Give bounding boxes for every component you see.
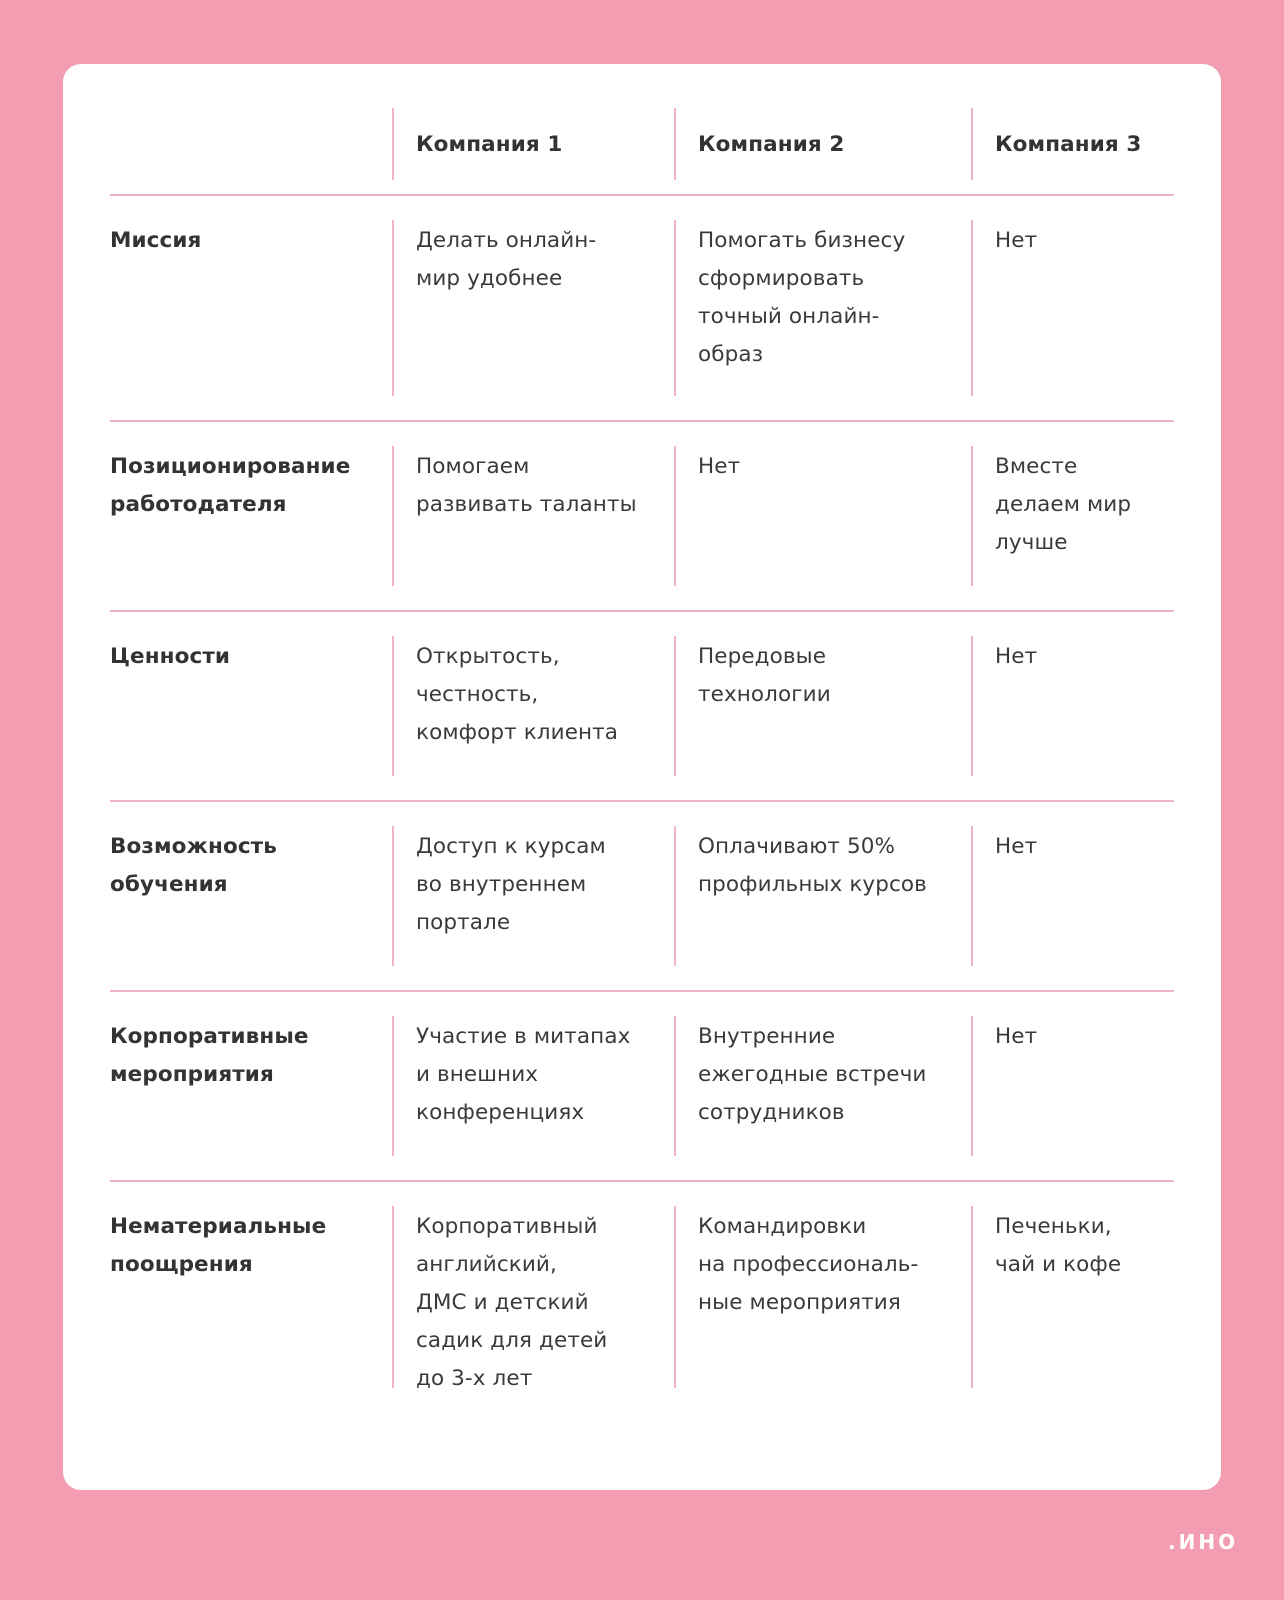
text-line: Нематериальные [110, 1214, 327, 1239]
text-line: Вместе [995, 454, 1078, 479]
text-line: Нет [995, 228, 1038, 253]
column-divider [971, 636, 973, 776]
row-label [110, 828, 384, 904]
text-line: чай и кофе [995, 1252, 1122, 1277]
column-divider [674, 1016, 676, 1156]
company-1-value [416, 448, 666, 524]
text-line: конференциях [416, 1100, 585, 1125]
text-line: Доступ к курсам [416, 834, 606, 859]
header-cell-company-3 [971, 108, 1174, 194]
column-divider [392, 636, 394, 776]
table-row [110, 992, 1174, 1180]
company-3-value-cell [971, 992, 1174, 1180]
company-1-value [416, 1208, 666, 1398]
text-line: Корпоративный [416, 1214, 598, 1239]
company-1-value-cell [392, 802, 674, 990]
text-line: работодателя [110, 492, 287, 517]
text-line: Позиционирование [110, 454, 351, 479]
table-header-row [110, 108, 1174, 194]
text-line: мероприятия [110, 1062, 274, 1087]
row-label-cell [110, 802, 392, 990]
text-line: Командировки [698, 1214, 867, 1239]
text-line: лучше [995, 530, 1068, 555]
company-2-value-cell [674, 196, 971, 420]
company-3-value-cell [971, 612, 1174, 800]
text-line: английский, [416, 1252, 557, 1277]
text-line: развивать таланты [416, 492, 637, 517]
text-line: комфорт клиента [416, 720, 619, 745]
column-divider [971, 220, 973, 396]
text-line: на профессиональ- [698, 1252, 919, 1277]
company-3-value [995, 1018, 1166, 1056]
column-divider [392, 446, 394, 586]
text-line: Печеньки, [995, 1214, 1112, 1239]
table-row [110, 802, 1174, 990]
text-line: Миссия [110, 228, 202, 253]
column-divider [971, 108, 973, 180]
text-line: поощрения [110, 1252, 253, 1277]
column-divider [392, 108, 394, 180]
row-label [110, 1208, 384, 1284]
text-line: ные мероприятия [698, 1290, 901, 1315]
company-3-value [995, 828, 1166, 866]
column-header: Компания 3 [995, 132, 1142, 157]
column-divider [674, 108, 676, 180]
company-1-value [416, 828, 666, 942]
text-line: Нет [698, 454, 741, 479]
text-line: Делать онлайн- [416, 228, 597, 253]
company-2-value [698, 1208, 963, 1322]
text-line: сотрудников [698, 1100, 845, 1125]
text-line: Нет [995, 834, 1038, 859]
company-2-value-cell [674, 992, 971, 1180]
column-header: Компания 2 [698, 132, 845, 157]
text-line: Передовые [698, 644, 827, 669]
company-2-value [698, 828, 963, 904]
header-cell-empty [110, 108, 392, 194]
table-row [110, 196, 1174, 420]
text-line: Помогаем [416, 454, 530, 479]
row-label-cell [110, 422, 392, 610]
text-line: Возможность [110, 834, 277, 859]
text-line: Нет [995, 644, 1038, 669]
row-label-cell [110, 612, 392, 800]
company-1-value-cell [392, 422, 674, 610]
text-line: мир удобнее [416, 266, 563, 291]
text-line: садик для детей [416, 1328, 608, 1353]
row-label [110, 448, 384, 524]
text-line: ежегодные встречи [698, 1062, 927, 1087]
column-divider [674, 1206, 676, 1388]
company-1-value-cell [392, 612, 674, 800]
row-label [110, 1018, 384, 1094]
company-3-value-cell [971, 1182, 1174, 1412]
header-cell-company-1 [392, 108, 674, 194]
column-divider [392, 220, 394, 396]
company-1-value-cell [392, 196, 674, 420]
column-divider [971, 1206, 973, 1388]
text-line: во внутреннем [416, 872, 587, 897]
text-line: Внутренние [698, 1024, 836, 1049]
column-divider [971, 446, 973, 586]
row-label-cell [110, 1182, 392, 1412]
text-line: сформировать [698, 266, 865, 291]
text-line: образ [698, 342, 764, 367]
company-3-value [995, 448, 1166, 562]
table-body [110, 194, 1174, 1412]
text-line: Участие в митапах [416, 1024, 631, 1049]
text-line: делаем мир [995, 492, 1132, 517]
text-line: Нет [995, 1024, 1038, 1049]
company-2-value-cell [674, 802, 971, 990]
column-divider [674, 636, 676, 776]
company-1-value [416, 638, 666, 752]
company-2-value [698, 638, 963, 714]
brand-logo: .ИНО [1168, 1530, 1239, 1554]
company-3-value-cell [971, 422, 1174, 610]
text-line: честность, [416, 682, 539, 707]
table-row [110, 422, 1174, 610]
text-line: обучения [110, 872, 228, 897]
comparison-card [63, 64, 1221, 1490]
table-row [110, 1182, 1174, 1412]
text-line: Корпоративные [110, 1024, 309, 1049]
column-divider [674, 446, 676, 586]
text-line: профильных курсов [698, 872, 927, 897]
row-label-cell [110, 196, 392, 420]
text-line: Помогать бизнесу [698, 228, 906, 253]
text-line: ДМС и детский [416, 1290, 589, 1315]
column-header: Компания 1 [416, 132, 563, 157]
company-1-value [416, 1018, 666, 1132]
company-1-value-cell [392, 992, 674, 1180]
company-3-value-cell [971, 802, 1174, 990]
column-divider [674, 826, 676, 966]
company-3-value-cell [971, 196, 1174, 420]
column-divider [392, 1016, 394, 1156]
text-line: Открытость, [416, 644, 560, 669]
column-divider [971, 826, 973, 966]
text-line: и внешних [416, 1062, 539, 1087]
text-line: до 3-х лет [416, 1366, 533, 1391]
row-label [110, 222, 384, 260]
company-2-value-cell [674, 612, 971, 800]
comparison-table [110, 108, 1174, 1412]
text-line: технологии [698, 682, 831, 707]
text-line: Ценности [110, 644, 231, 669]
text-line: портале [416, 910, 511, 935]
header-cell-company-2 [674, 108, 971, 194]
company-2-value [698, 448, 963, 486]
column-divider [971, 1016, 973, 1156]
company-2-value-cell [674, 1182, 971, 1412]
company-3-value [995, 222, 1166, 260]
column-divider [392, 1206, 394, 1388]
company-2-value [698, 222, 963, 374]
company-2-value [698, 1018, 963, 1132]
company-3-value [995, 1208, 1166, 1284]
row-label [110, 638, 384, 676]
row-label-cell [110, 992, 392, 1180]
table-row [110, 612, 1174, 800]
company-1-value [416, 222, 666, 298]
company-2-value-cell [674, 422, 971, 610]
column-divider [674, 220, 676, 396]
company-1-value-cell [392, 1182, 674, 1412]
text-line: Оплачивают 50% [698, 834, 896, 859]
text-line: точный онлайн- [698, 304, 880, 329]
company-3-value [995, 638, 1166, 676]
column-divider [392, 826, 394, 966]
